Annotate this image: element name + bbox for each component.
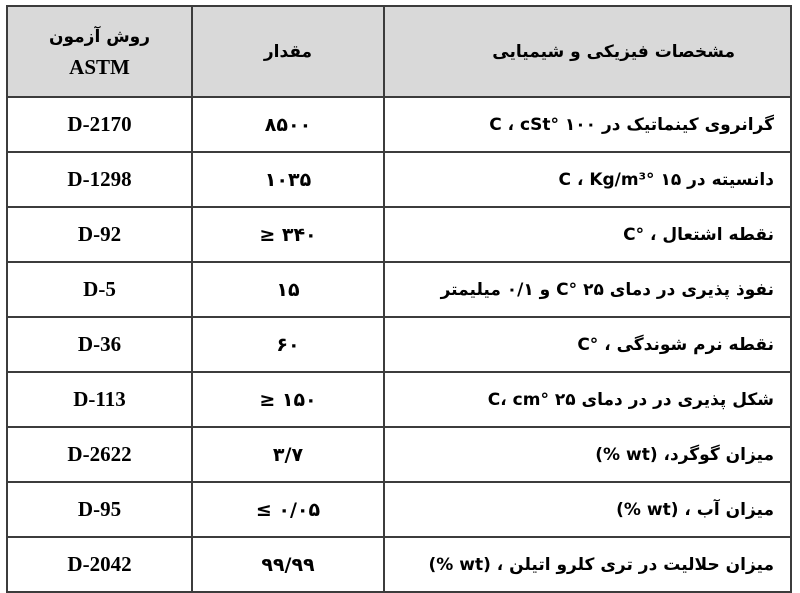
property-cell: شکل پذیری در در دمای ۲۵ °C، cm [384, 372, 791, 427]
test-method-cell: D-2042 [7, 537, 192, 592]
table-row [7, 427, 791, 482]
test-method-cell: D-95 [7, 482, 192, 537]
header-amount: مقدار [192, 6, 384, 97]
header-test-method [7, 6, 192, 97]
table-row [7, 207, 791, 262]
value-cell: ۹۹/۹۹ [192, 537, 384, 592]
test-method-cell: D-113 [7, 372, 192, 427]
spec-table-container [6, 5, 792, 593]
test-method-cell: D-1298 [7, 152, 192, 207]
table-row [7, 482, 791, 537]
property-cell: میزان گوگرد، (wt %) [384, 427, 791, 482]
property-cell: نفوذ پذیری در دمای ۲۵ °C و ۰/۱ میلیمتر [384, 262, 791, 317]
header-properties: مشخصات فیزیکی و شیمیایی [384, 6, 791, 97]
property-cell: میزان آب ، (wt %) [384, 482, 791, 537]
table-row [7, 152, 791, 207]
value-cell: ≥ ۱۵۰ [192, 372, 384, 427]
property-cell: میزان حلالیت در تری کلرو اتیلن ، (wt %) [384, 537, 791, 592]
value-cell: ≥ ۳۴۰ [192, 207, 384, 262]
test-method-cell: D-36 [7, 317, 192, 372]
test-method-cell: D-2170 [7, 97, 192, 152]
value-cell: ۸۵۰۰ [192, 97, 384, 152]
property-cell: دانسیته در ۱۵ °C ، Kg/m³ [384, 152, 791, 207]
table-row [7, 372, 791, 427]
table-row [7, 317, 791, 372]
property-cell: نقطه نرم شوندگی ، °C [384, 317, 791, 372]
value-cell: ۱۰۳۵ [192, 152, 384, 207]
spec-table [6, 5, 792, 593]
table-row [7, 262, 791, 317]
test-method-cell: D-5 [7, 262, 192, 317]
value-cell: ≤ ۰/۰۵ [192, 482, 384, 537]
value-cell: ۶۰ [192, 317, 384, 372]
header-row [7, 6, 791, 97]
table-row [7, 537, 791, 592]
test-method-cell: D-2622 [7, 427, 192, 482]
table-row [7, 97, 791, 152]
property-cell: گرانروی کینماتیک در ۱۰۰ °C ، cSt [384, 97, 791, 152]
header-test-method-line1: روش آزمون [48, 26, 151, 47]
value-cell: ۱۵ [192, 262, 384, 317]
property-cell: نقطه اشتعال ، °C [384, 207, 791, 262]
value-cell: ۳/۷ [192, 427, 384, 482]
test-method-cell: D-92 [7, 207, 192, 262]
header-test-method-line2: ASTM [69, 54, 130, 79]
